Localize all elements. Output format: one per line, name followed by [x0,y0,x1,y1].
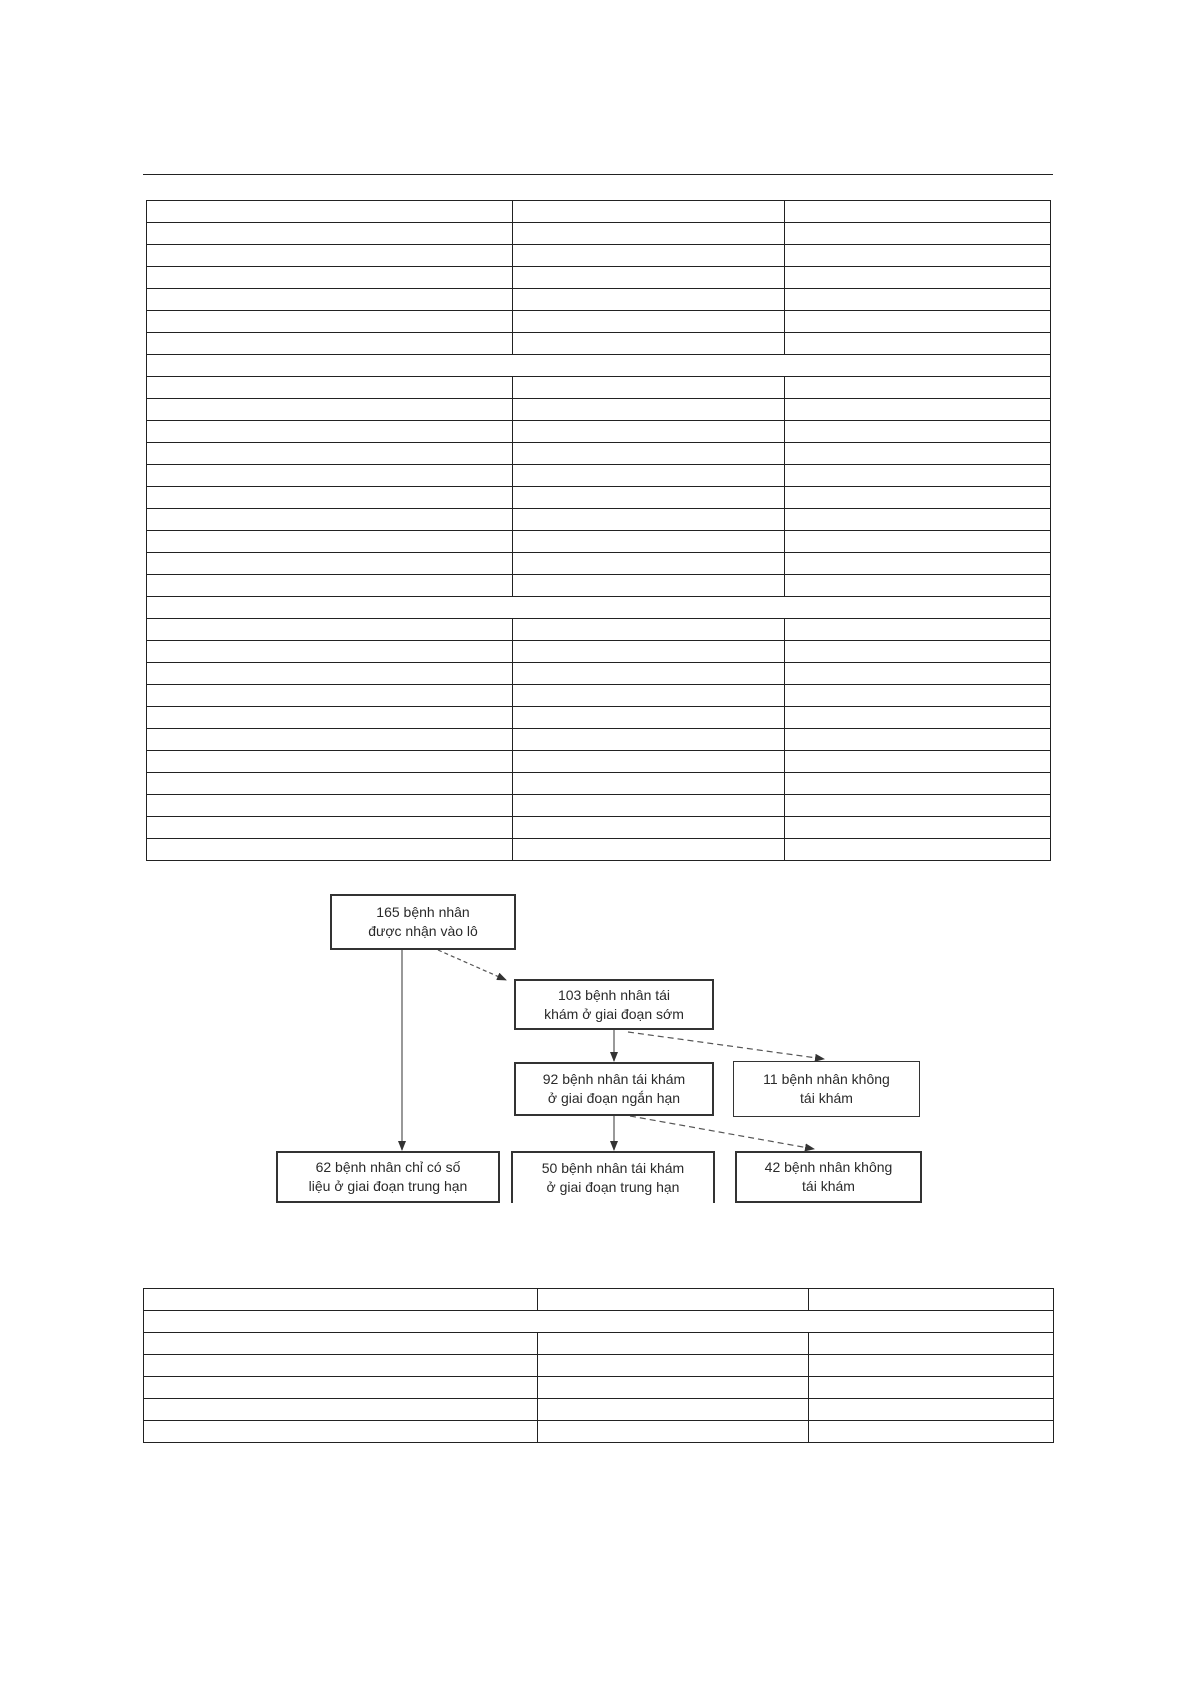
table-cell [809,1377,1054,1399]
table-row [144,1289,1054,1311]
table-row [144,1355,1054,1377]
arrow-enrolled-to-early [438,950,506,980]
table-cell [144,1333,538,1355]
table-cell [538,1421,809,1443]
table-cell [144,1355,538,1377]
table-cell [144,1289,538,1311]
arrow-early-to-nofollow [628,1032,824,1059]
flow-box-early-followup: 103 bệnh nhân tái khám ở giai đoạn sớm [514,979,714,1030]
table-cell [809,1355,1054,1377]
flow-box-mid-only: 62 bệnh nhân chỉ có số liệu ở giai đoạn trung hạn [276,1151,500,1203]
table-cell [538,1333,809,1355]
table-cell [538,1399,809,1421]
table-cell [538,1377,809,1399]
table-row [144,1333,1054,1355]
flow-box-mid-nofollow: 42 bệnh nhân không tái khám [735,1151,922,1203]
table-cell [809,1289,1054,1311]
table-section-cell [144,1311,1054,1333]
table-row [144,1421,1054,1443]
flow-box-short-followup: 92 bệnh nhân tái khám ở giai đoạn ngắn hạn [514,1062,714,1116]
table-row [144,1399,1054,1421]
table-row [144,1311,1054,1333]
table-row [144,1377,1054,1399]
flow-box-enrolled: 165 bệnh nhân được nhận vào lô [330,894,516,950]
table-cell [144,1377,538,1399]
table-cell [538,1355,809,1377]
table-cell [144,1421,538,1443]
table-cell [538,1289,809,1311]
flow-box-short-nofollow: 11 bệnh nhân không tái khám [733,1061,920,1117]
table-cell [809,1399,1054,1421]
table-2 [143,1288,1054,1443]
flow-box-mid-followup: 50 bệnh nhân tái khám ở giai đoạn trung hạn [511,1151,715,1203]
arrow-short-to-nofollow [630,1116,814,1149]
table-cell [809,1333,1054,1355]
table-cell [809,1421,1054,1443]
table-cell [144,1399,538,1421]
